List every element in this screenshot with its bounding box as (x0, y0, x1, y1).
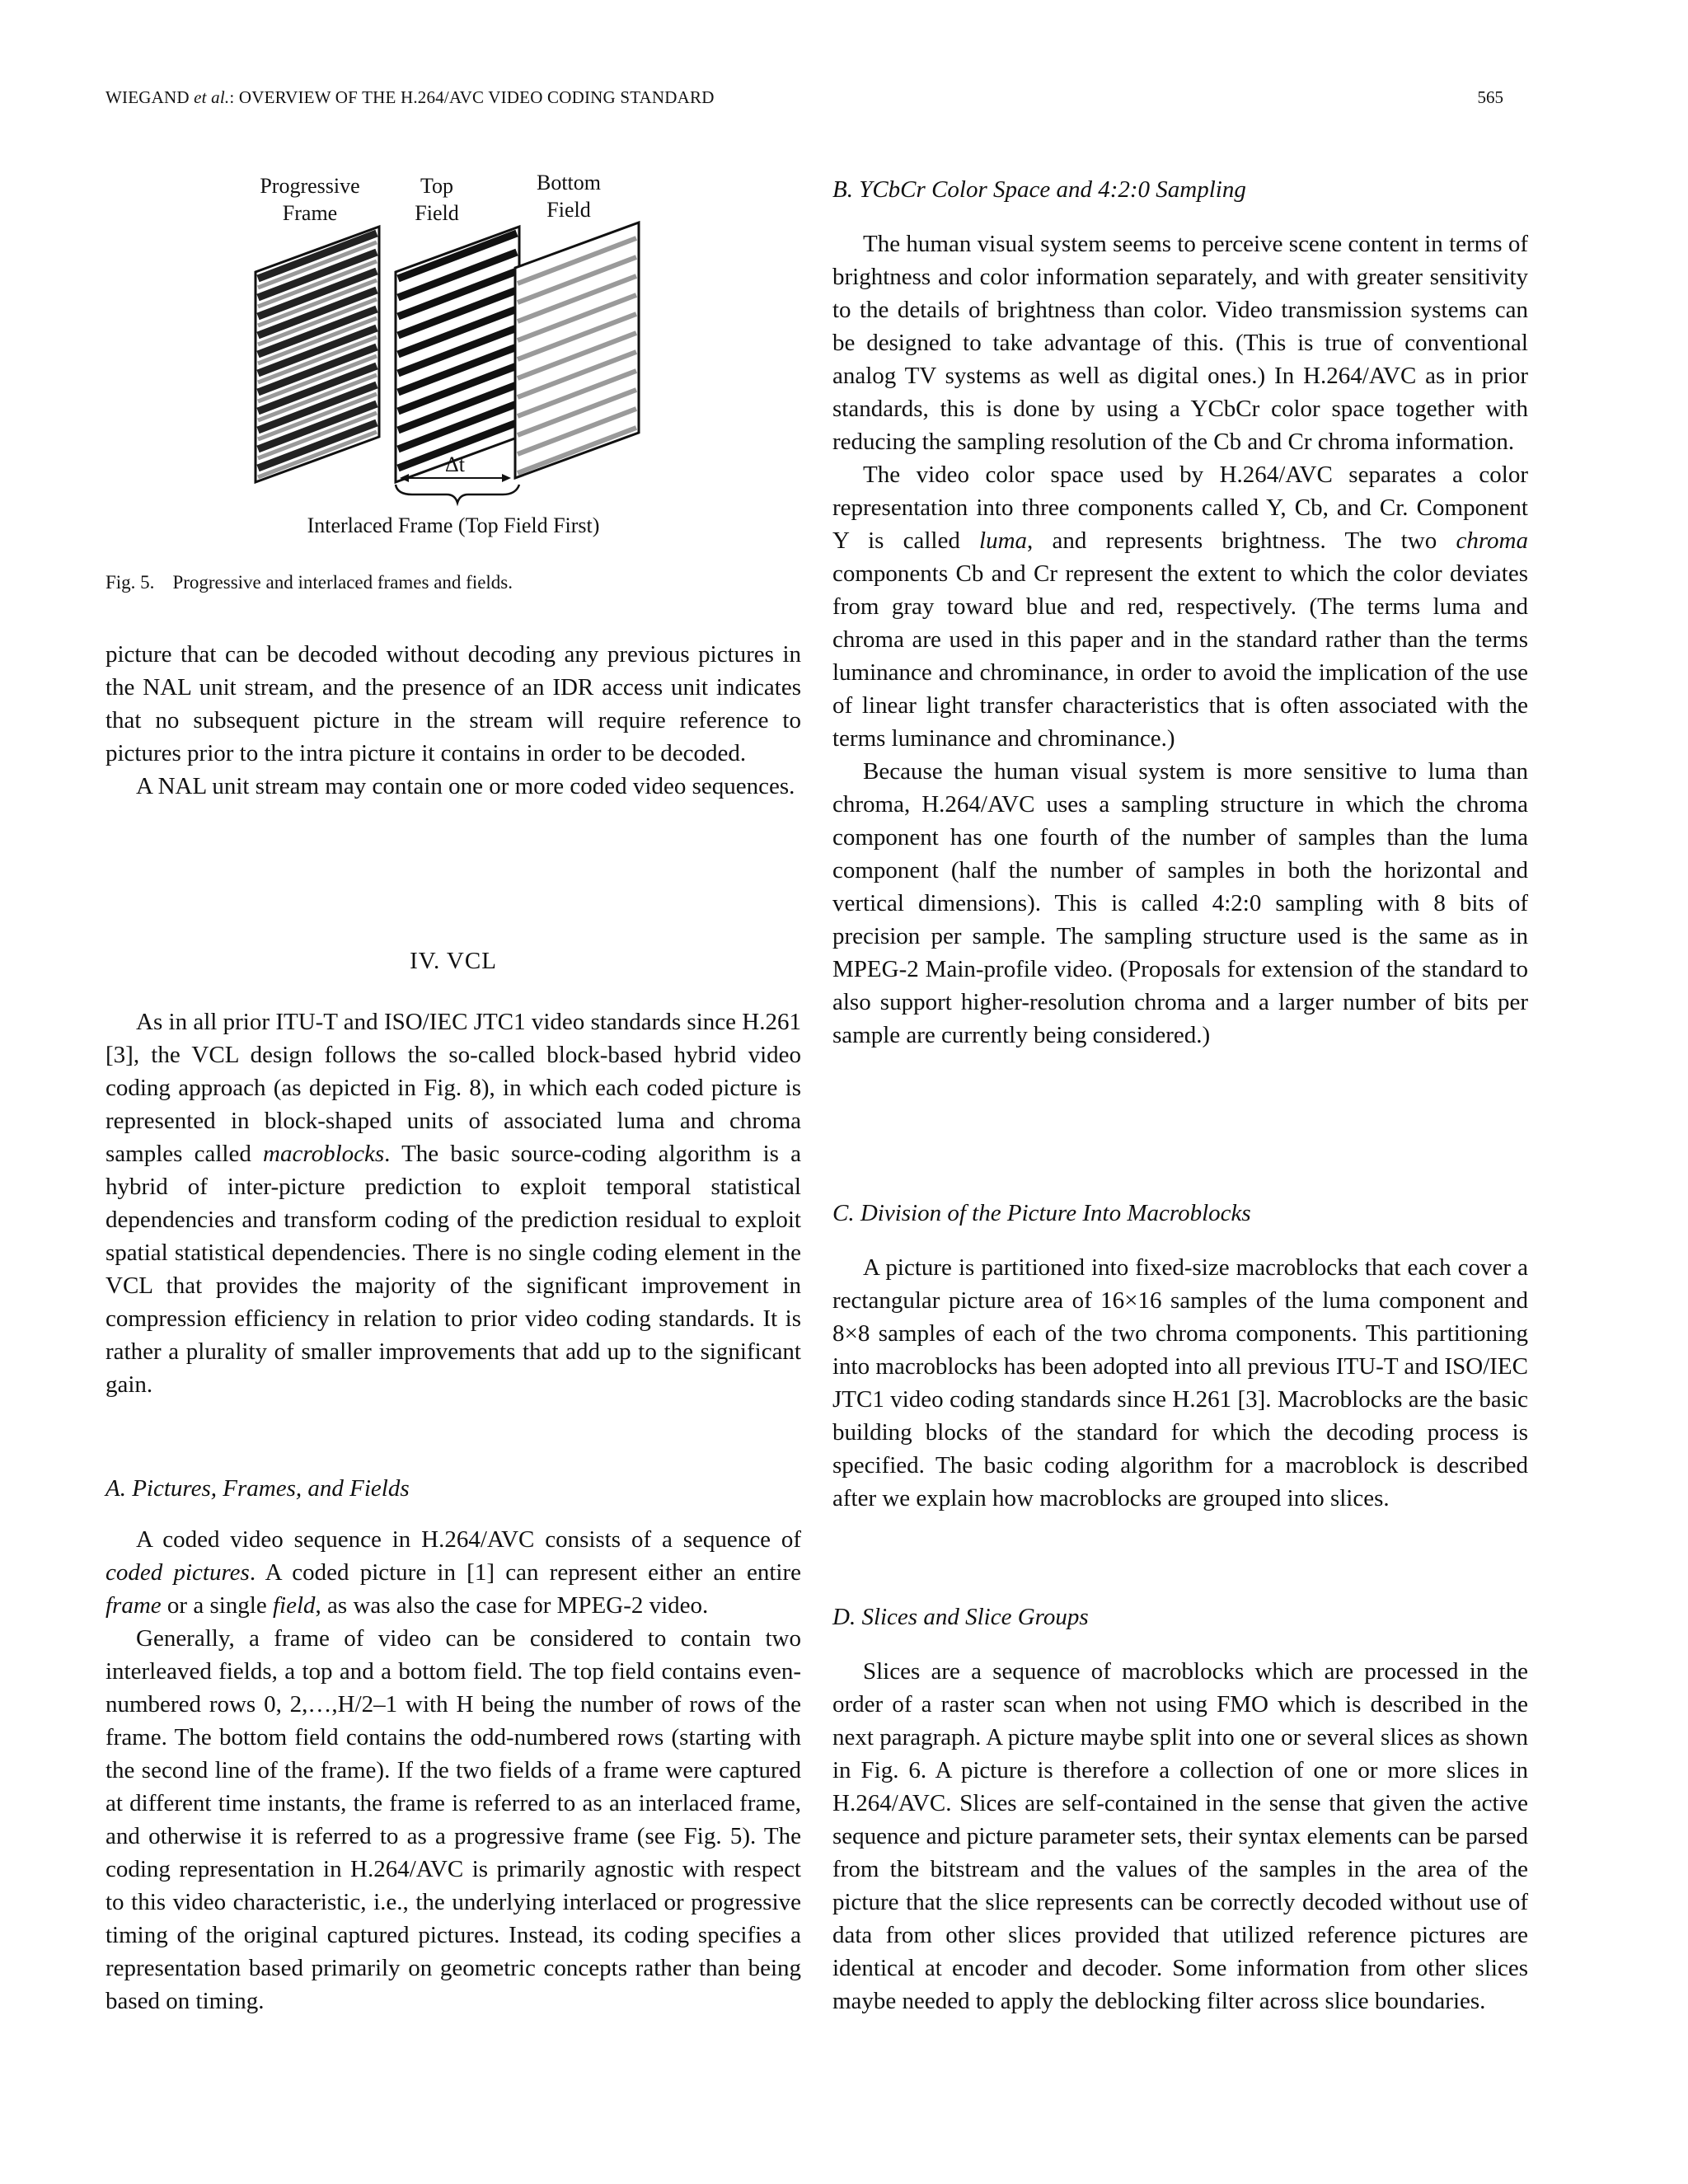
figure-caption (106, 572, 513, 593)
delta-t-label: Δt (445, 452, 465, 476)
label-top-field: Field (415, 201, 459, 225)
a1-text-b: . A coded picture in [1] can represent either an entire (249, 1559, 801, 1586)
a1-term-field: field (272, 1592, 316, 1619)
left-column-top (106, 638, 801, 803)
paragraph-nal: A NAL unit stream may contain one or more coded video sequences. (136, 773, 795, 799)
section-heading-iv: IV. VCL (410, 948, 497, 974)
b2-text-a: The video color space used by H.264/AVC separates a color representation into three components called Y, Cb, and Cr. Component Y is called (832, 462, 1528, 554)
b2-text-b: , and represents brightness. The two (1027, 527, 1456, 554)
paragraph-d1: Slices are a sequence of macroblocks which are processed in the order of a raster scan when not using FMO which is described in the next paragraph. A picture maybe split into one or several slices as shown in Fig. 6. A picture is therefore a collection of one or more slices in H.264/AVC. Slices are self-contained in the sense that given the active sequence and picture parameter sets, their syntax elements can be parsed from the bitstream and the values of the samples in the area of the picture that the slice represents can be correctly decoded without use of data from other slices provided that utilized reference pictures are identical at encoder and decoder. Some information from other slices maybe needed to apply the deblocking filter across slice boundaries. (832, 1658, 1528, 2014)
a1-text-a: A coded video sequence in H.264/AVC consists of a sequence of (136, 1526, 801, 1553)
paragraph-c1: A picture is partitioned into fixed-size macroblocks that each cover a rectangular picture area of 16×16 samples of the luma component and 8×8 samples of each of the two chroma components. This partitioning into macroblocks has been adopted into all previous ITU-T and ISO/IEC JTC1 video coding standards since H.261 [3]. Macroblocks are the basic building blocks of the standard for which the decoding process is specified. The basic coding algorithm for a macroblock is described after we explain how macroblocks are grouped into slices. (832, 1254, 1528, 1511)
left-column-section-a (106, 1523, 801, 2018)
bottom-field-shape (515, 223, 639, 478)
paragraph-b1: The human visual system seems to perceive scene content in terms of brightness and color information separately, and with greater sensitivity to the details of brightness than color. Video transmission systems can be designed to take advantage of this. (This is true of conventional analog TV systems as well as digital ones.) In H.264/AVC as in prior standards, this is done by using a YCbCr color space together with reducing the sampling resolution of the Cb and Cr chroma information. (832, 231, 1528, 455)
paragraph-a1 (106, 1523, 801, 1622)
a1-term-frame: frame (106, 1592, 162, 1619)
vcl-text-b: . The basic source-coding algorithm is a hybrid of inter-picture prediction to exploit temporal statistical dependencies and transform coding of the prediction residual to exploit spatial statistical dependencies. There is no single coding element in the VCL that provides the majority of the significant improvement in compression efficiency in relation to prior video coding standards. It is rather a plurality of smaller improvements that add up to the significant gain. (106, 1141, 801, 1398)
right-column-section-d (832, 1655, 1528, 2018)
running-header (106, 87, 715, 108)
paragraph-continuation: picture that can be decoded without decoding any previous pictures in the NAL unit stream, and the presence of an IDR access unit indicates that no subsequent picture in the stream will require reference to pictures prior to the intra picture it contains in order to be decoded. (106, 641, 801, 766)
vcl-term-macroblocks: macroblocks (263, 1141, 385, 1167)
paragraph-vcl (106, 1005, 801, 1401)
subsection-c-heading: C. Division of the Picture Into Macroblocks (832, 1200, 1251, 1226)
paragraph-b2 (832, 458, 1528, 755)
header-authors: WIEGAND (106, 87, 195, 107)
label-interlaced: Interlaced Frame (Top Field First) (307, 513, 600, 537)
interlaced-brace (396, 485, 519, 503)
label-progressive: Progressive (260, 174, 360, 198)
progressive-frame-shape (256, 227, 379, 482)
right-column-section-b (832, 227, 1528, 1052)
b2-term-luma: luma (979, 527, 1028, 554)
subsection-b-heading: B. YCbCr Color Space and 4:2:0 Sampling (832, 176, 1246, 203)
caption-text: Progressive and interlaced frames and fields. (172, 572, 513, 593)
paragraph-a2: Generally, a frame of video can be considered to contain two interleaved fields, a top and a bottom field. The top field contains even-numbered rows 0, 2,…,H/2–1 with H being the number of rows of the frame. The bottom field contains the odd-numbered rows (starting with the second line of the frame). If the two fields of a frame were captured at different time instants, the frame is referred to as an interlaced frame, and otherwise it is referred to as a progressive frame (see Fig. 5). The coding representation in H.264/AVC is primarily agnostic with respect to this video characteristic, i.e., the underlying interlaced or progressive timing of the original captured pictures. Instead, its coding specifies a representation based primarily on geometric concepts rather than being based on timing. (106, 1625, 801, 2014)
paragraph-b3: Because the human visual system is more sensitive to luma than chroma, H.264/AVC uses a sampling structure in which the chroma component has one fourth of the number of samples than the luma component (half the number of samples in both the horizontal and vertical dimensions). This is called 4:2:0 sampling with 8 bits of precision per sample. The sampling structure used is the same as in MPEG-2 Main-profile video. (Proposals for extension of the standard to also support higher-resolution chroma and a larger number of bits per sample are currently being considered.) (832, 758, 1528, 1048)
caption-number: Fig. 5. (106, 572, 155, 593)
page-number: 565 (1477, 87, 1503, 107)
label-bottom: Bottom (536, 171, 602, 194)
b2-text-c: components Cb and Cr represent the extent to which the color deviates from gray toward blue and red, respectively. (The terms luma and chroma are used in this paper and in the standard rather than the terms luminance and chrominance, in order to avoid the implication of the use of linear light transfer characteristics that is often associated with the terms luminance and chrominance.) (832, 560, 1528, 752)
top-field-shape (396, 227, 519, 482)
vcl-text-a: As in all prior ITU-T and ISO/IEC JTC1 video standards since H.261 [3], the VCL design follows the so-called block-based hybrid video coding approach (as depicted in Fig. 8), in which each coded picture is represented in block-shaped units of associated luma and chroma samples called (106, 1009, 801, 1167)
subsection-a-heading: A. Pictures, Frames, and Fields (106, 1475, 410, 1502)
subsection-d-heading: D. Slices and Slice Groups (832, 1604, 1089, 1630)
left-column-vcl (106, 1005, 801, 1401)
label-frame: Frame (282, 201, 338, 225)
figure-5 (231, 165, 643, 544)
a1-text-c: or a single (161, 1592, 273, 1619)
header-title: : OVERVIEW OF THE H.264/AVC VIDEO CODING STANDARD (229, 87, 715, 107)
label-top: Top (420, 174, 454, 198)
a1-term-coded-pictures: coded pictures (106, 1559, 250, 1586)
a1-text-d: , as was also the case for MPEG-2 video. (315, 1592, 709, 1619)
header-etal: et al. (194, 87, 230, 107)
right-column-section-c (832, 1251, 1528, 1515)
b2-term-chroma: chroma (1456, 527, 1528, 554)
label-bottom-field: Field (546, 198, 591, 222)
